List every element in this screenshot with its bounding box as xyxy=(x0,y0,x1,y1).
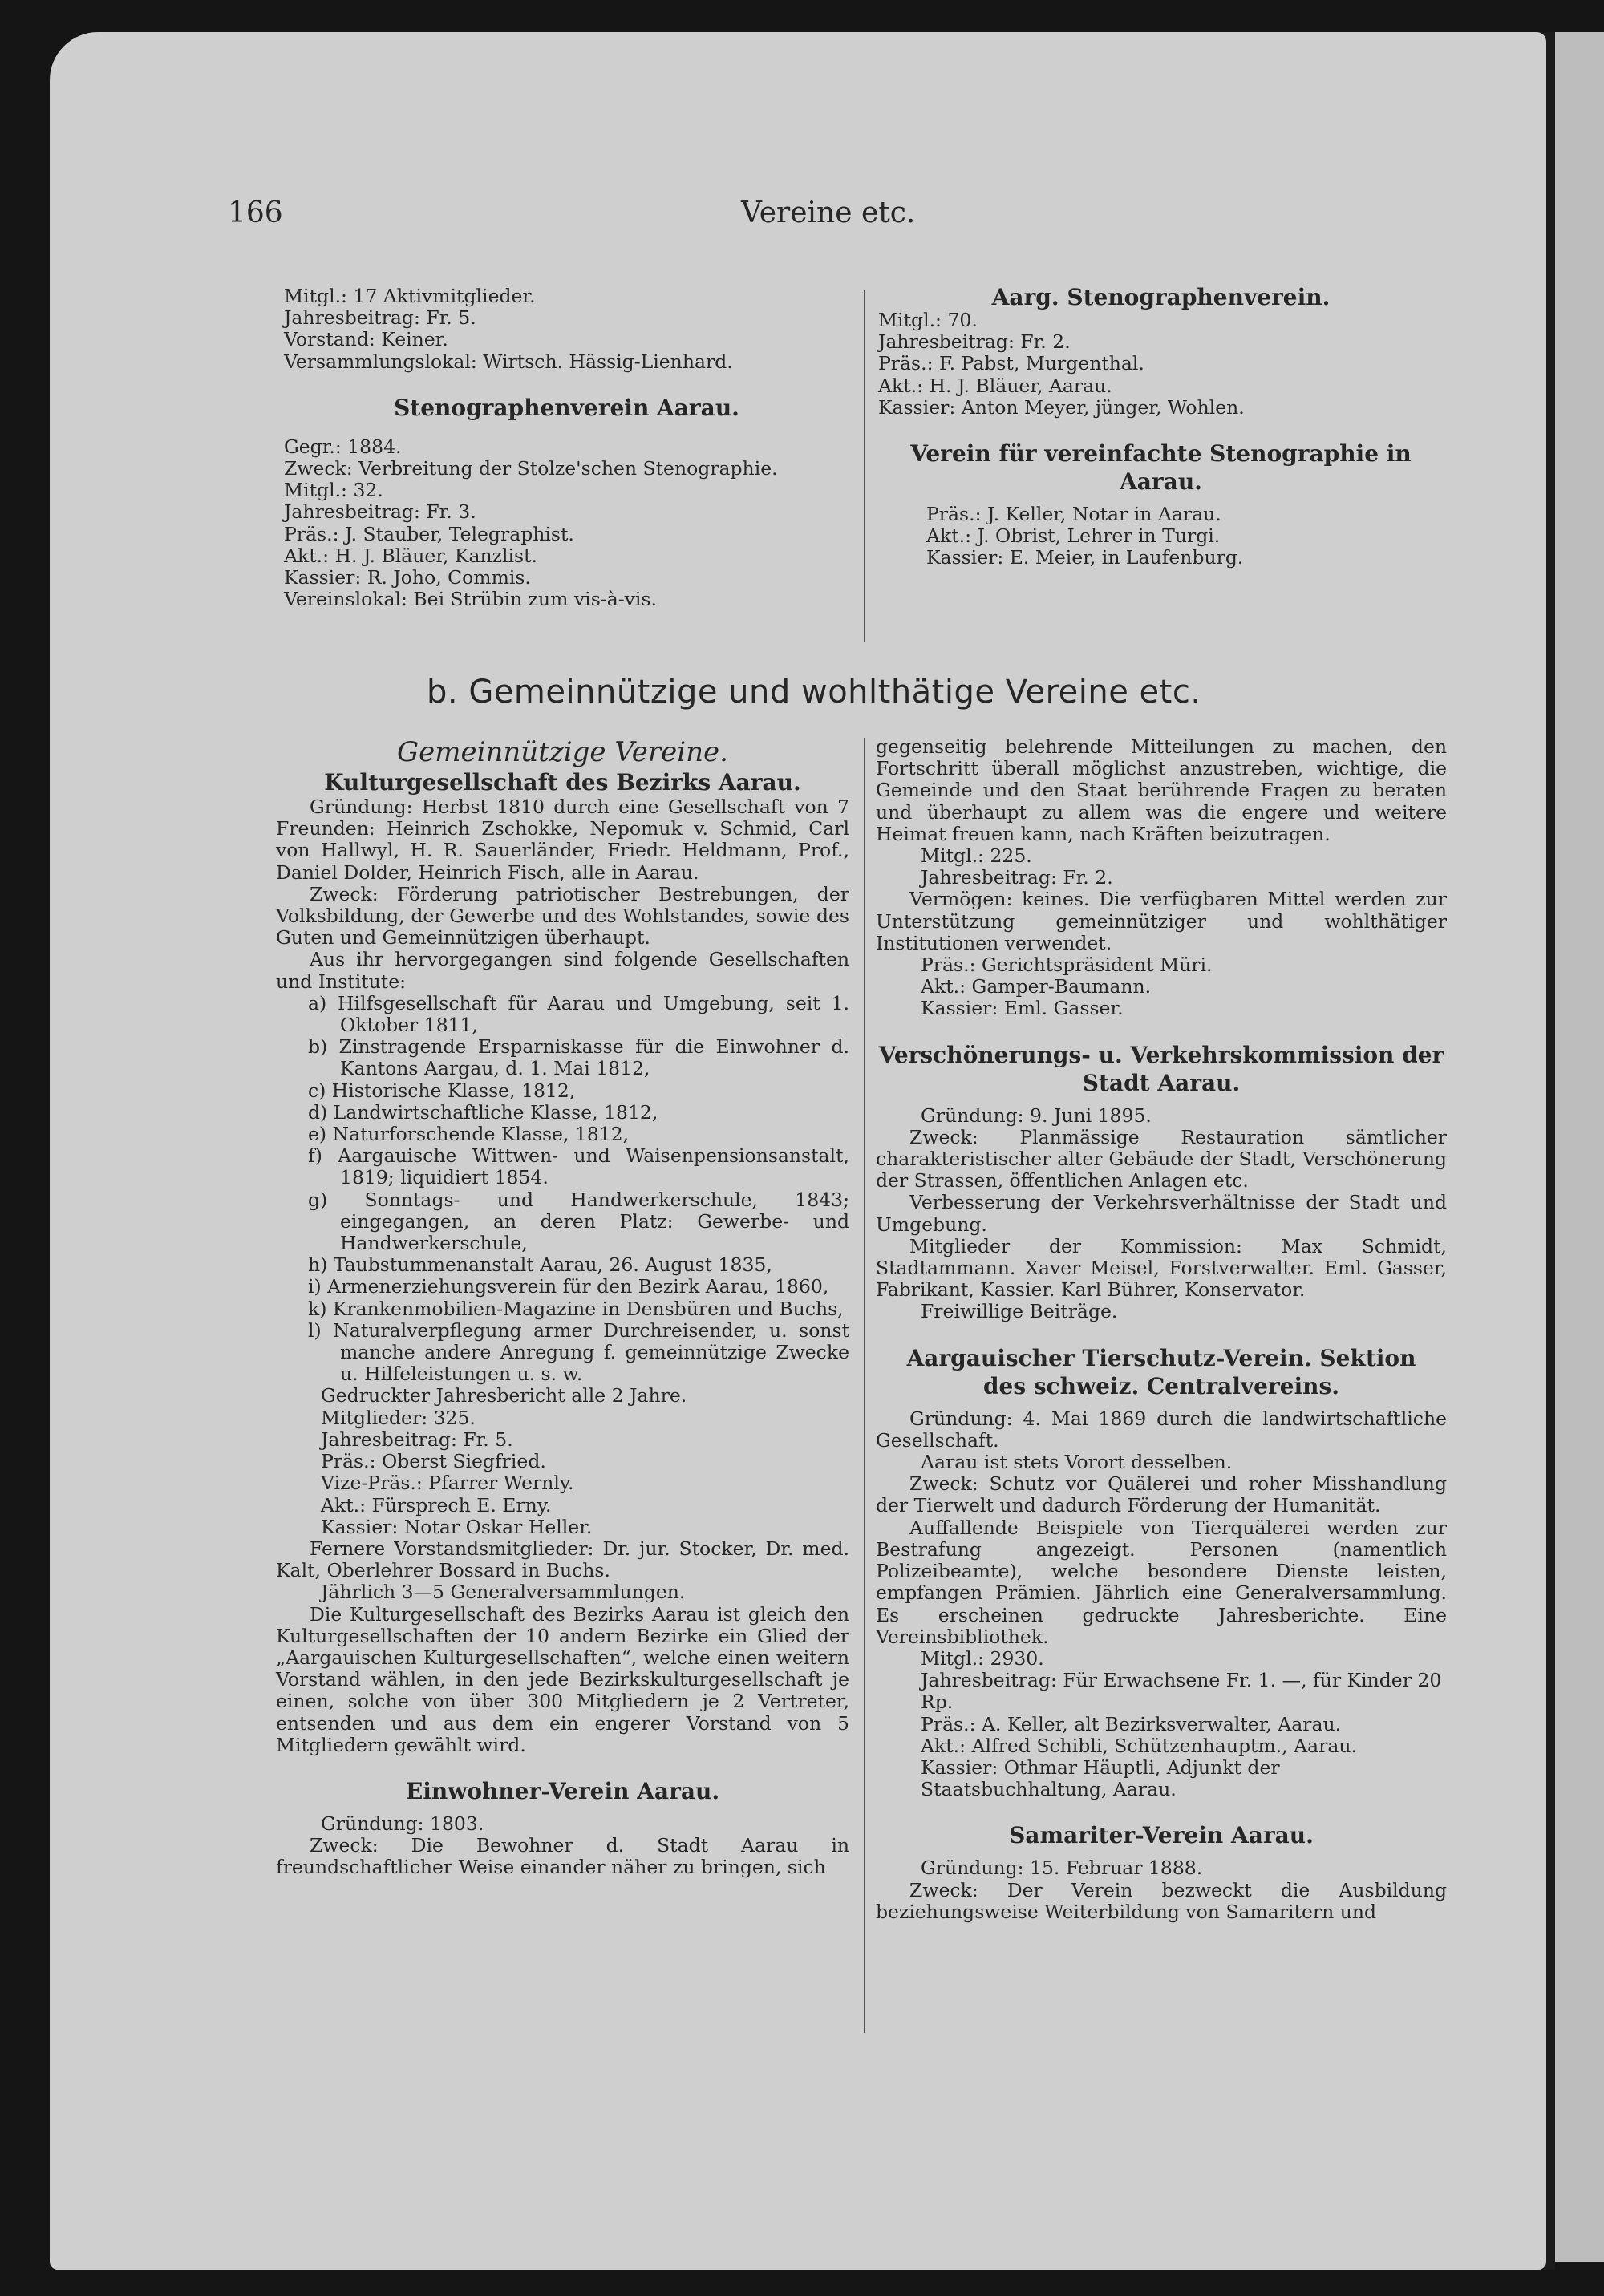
entry-line: Präs.: J. Stauber, Telegraphist. xyxy=(284,522,574,545)
entry-line: Kassier: Notar Oskar Heller. xyxy=(321,1515,593,1538)
column-rule-main xyxy=(864,738,865,2033)
entry-line: Jährlich 3—5 Generalversammlungen. xyxy=(321,1581,686,1604)
entry-line: Jahresbeitrag: Fr. 5. xyxy=(284,306,476,330)
entry-line: Präs.: Gerichtspräsident Müri. xyxy=(921,954,1213,977)
main-left-column xyxy=(276,736,849,1879)
entry-line: Gegr.: 1884. xyxy=(284,435,402,458)
entry-line: Zweck: Verbreitung der Stolze'schen Stenographie. xyxy=(284,457,778,480)
paragraph: Zweck: Die Bewohner d. Stadt Aarau in freundschaftlicher Weise einander näher zu bringen, sich xyxy=(276,1834,849,1879)
heading-verein-vereinfachte-stenographie: Verein für vereinfachte Stenographie in Aarau. xyxy=(910,440,1412,496)
page-header xyxy=(50,196,1546,229)
entry-line: Mitgl.: 225. xyxy=(921,844,1032,868)
top-left-column xyxy=(284,285,849,610)
entry-line: Aarau ist stets Vorort desselben. xyxy=(921,1451,1233,1474)
list-item: i) Armenerziehungsverein für den Bezirk Aarau, 1860, xyxy=(308,1275,829,1298)
paragraph: Zweck: Förderung patriotischer Bestrebungen, der Volksbildung, der Gewerbe und des Wohlstandes, sowie des Guten und Gemeinnützigen überhaupt. xyxy=(276,882,849,950)
heading-samariter-verein: Samariter-Verein Aarau. xyxy=(1009,1822,1314,1849)
entry-line: Kassier: Eml. Gasser. xyxy=(921,997,1124,1020)
paragraph: Gründung: 4. Mai 1869 durch die landwirtschaftliche Gesellschaft. xyxy=(876,1407,1447,1452)
entry-line: Akt.: Alfred Schibli, Schützenhauptm., Aarau. xyxy=(921,1734,1357,1757)
entry-line: Akt.: J. Obrist, Lehrer in Turgi. xyxy=(926,524,1221,548)
column-rule-top xyxy=(864,290,865,642)
entry-line: Vize-Präs.: Pfarrer Wernly. xyxy=(321,1472,574,1495)
book-page xyxy=(50,32,1546,2270)
next-page-edge xyxy=(1552,32,1604,2262)
entry-line: Gründung: 9. Juni 1895. xyxy=(921,1103,1152,1127)
entry-line: Mitgl.: 32. xyxy=(284,479,383,502)
entry-line: Kassier: Othmar Häuptli, Adjunkt der Staatsbuchhaltung, Aarau. xyxy=(921,1755,1280,1801)
list-item: e) Naturforschende Klasse, 1812, xyxy=(308,1123,630,1146)
entry-line: Versammlungslokal: Wirtsch. Hässig-Lienhard. xyxy=(284,350,733,373)
list-item: a) Hilfsgesellschaft für Aarau und Umgebung, seit 1. Oktober 1811, xyxy=(308,991,849,1037)
entry-line: Gründung: 1803. xyxy=(321,1812,484,1835)
entry-line: Akt.: H. J. Bläuer, Kanzlist. xyxy=(284,544,537,567)
paragraph: Auffallende Beispiele von Tierquälerei werden zur Bestrafung angezeigt. Personen (namentlich Polizeibeamte), welche besondere Dienste leisten, empfangen Prämien. Jährlich eine Generalversammlung. Es erscheinen gedruckte Jahresberichte. Eine Vereinsbibliothek. xyxy=(876,1516,1447,1648)
entry-line: Akt.: Gamper-Baumann. xyxy=(921,975,1152,998)
running-title: Vereine etc. xyxy=(741,196,916,229)
paragraph: Fernere Vorstandsmitglieder: Dr. jur. Stocker, Dr. med. Kalt, Oberlehrer Bossard in Buchs. xyxy=(276,1537,849,1582)
entry-line: Gedruckter Jahresbericht alle 2 Jahre. xyxy=(321,1384,687,1407)
list-item: l) Naturalverpflegung armer Durchreisender, u. sonst manche andere Anregung f. gemeinnützige Zwecke u. Hilfeleistungen u. s. w. xyxy=(308,1318,849,1386)
entry-line: Kassier: R. Joho, Commis. xyxy=(284,566,531,589)
entry-line: Präs.: J. Keller, Notar in Aarau. xyxy=(926,503,1221,526)
paragraph: Vermögen: keines. Die verfügbaren Mittel werden zur Unterstützung gemeinnütziger und wohlthätiger Institutionen verwendet. xyxy=(876,888,1447,954)
paragraph: Gründung: Herbst 1810 durch eine Gesellschaft von 7 Freunden: Heinrich Zschokke, Nepomuk v. Schmid, Carl von Hallwyl, H. R. Sauerländer, Friedr. Heldmann, Prof., Daniel Dolder, Heinrich Fisch, alle in Aarau. xyxy=(276,796,849,884)
entry-line: Mitgl.: 17 Aktivmitglieder. xyxy=(284,285,536,307)
list-item: k) Krankenmobilien-Magazine in Densbüren und Buchs, xyxy=(308,1297,844,1320)
paragraph: Verbesserung der Verkehrsverhältnisse der Stadt und Umgebung. xyxy=(876,1191,1447,1236)
paragraph: Aus ihr hervorgegangen sind folgende Gesellschaften und Institute: xyxy=(276,948,849,993)
paragraph: Zweck: Schutz vor Quälerei und roher Misshandlung der Tierwelt und dadurch Förderung der Humanität. xyxy=(876,1472,1447,1517)
entry-line: Jahresbeitrag: Für Erwachsene Fr. 1. —, für Kinder 20 Rp. xyxy=(921,1669,1442,1714)
subsection-title: Gemeinnützige Vereine. xyxy=(397,736,728,768)
entry-line: Präs.: A. Keller, alt Bezirksverwalter, Aarau. xyxy=(921,1712,1342,1735)
paragraph: Mitglieder der Kommission: Max Schmidt, Stadtammann. Xaver Meisel, Forstverwalter. Eml. Gasser, Fabrikant, Kassier. Karl Bührer, Konservator. xyxy=(876,1234,1447,1302)
section-heading: b. Gemeinnützige und wohlthätige Vereine etc. xyxy=(427,674,1201,711)
entry-line: Jahresbeitrag: Fr. 2. xyxy=(921,866,1113,889)
list-item: g) Sonntags- und Handwerkerschule, 1843; eingegangen, an deren Platz: Gewerbe- und Handwerkerschule, xyxy=(308,1188,849,1255)
main-right-column xyxy=(876,736,1447,1923)
entry-line: Akt.: Fürsprech E. Erny. xyxy=(321,1493,552,1516)
heading-tierschutz-verein: Aargauischer Tierschutz-Verein. Sektion des schweiz. Centralvereins. xyxy=(906,1344,1416,1399)
paragraph: gegenseitig belehrende Mitteilungen zu machen, den Fortschritt überall möglichst anzustreben, wichtige, die Gemeinde und den Staat berührende Fragen zu beraten und überhaupt zu allem was die engere und weitere Heimat freuen kann, nach Kräften beizutragen. xyxy=(876,735,1447,845)
entry-line: Freiwillige Beiträge. xyxy=(921,1300,1118,1323)
entry-line: Vorstand: Keiner. xyxy=(284,328,448,351)
entry-line: Präs.: F. Pabst, Murgenthal. xyxy=(878,352,1144,375)
entry-line: Mitgl.: 2930. xyxy=(921,1646,1044,1670)
entry-line: Mitglieder: 325. xyxy=(321,1406,476,1429)
paragraph: Zweck: Der Verein bezweckt die Ausbildung beziehungsweise Weiterbildung von Samaritern und xyxy=(876,1878,1447,1923)
list-item: c) Historische Klasse, 1812, xyxy=(308,1079,576,1102)
entry-line: Jahresbeitrag: Fr. 5. xyxy=(321,1427,513,1451)
heading-aarg-stenographenverein: Aarg. Stenographenverein. xyxy=(991,284,1331,310)
list-item: f) Aargauische Wittwen- und Waisenpensionsanstalt, 1819; liquidiert 1854. xyxy=(308,1144,849,1189)
heading-kulturgesellschaft: Kulturgesellschaft des Bezirks Aarau. xyxy=(324,769,801,796)
entry-line: Gründung: 15. Februar 1888. xyxy=(921,1857,1203,1880)
heading-verschoenerungskommission: Verschönerungs- u. Verkehrskommission der Stadt Aarau. xyxy=(878,1041,1444,1096)
top-right-column xyxy=(878,285,1444,569)
entry-line: Mitgl.: 70. xyxy=(878,309,978,331)
entry-line: Vereinslokal: Bei Strübin zum vis-à-vis. xyxy=(284,588,657,611)
entry-line: Kassier: E. Meier, in Laufenburg. xyxy=(926,546,1244,569)
heading-stenographenverein-aarau: Stenographenverein Aarau. xyxy=(394,394,739,421)
entry-line: Präs.: Oberst Siegfried. xyxy=(321,1450,546,1473)
list-item: d) Landwirtschaftliche Klasse, 1812, xyxy=(308,1100,658,1124)
entry-line: Kassier: Anton Meyer, jünger, Wohlen. xyxy=(878,395,1245,419)
paragraph: Zweck: Planmässige Restauration sämtlicher charakteristischer alter Gebäude der Stadt, Verschönerung der Strassen, öffentlichen Anlagen etc. xyxy=(876,1125,1447,1193)
list-item: b) Zinstragende Ersparniskasse für die Einwohner d. Kantons Aargau, d. 1. Mai 1812, xyxy=(308,1035,849,1080)
page-number: 166 xyxy=(228,196,283,229)
entry-line: Jahresbeitrag: Fr. 3. xyxy=(284,500,476,524)
paragraph: Die Kulturgesellschaft des Bezirks Aarau ist gleich den Kulturgesellschaften der 10 andern Bezirke ein Glied der „Aargauischen Kulturgesellschaften“, welche einen weitern Vorstand wählen, in den jede Bezirkskulturgesellschaft je einen, solche von über 300 Mitgliedern je 2 Vertreter, entsenden und aus dem ein engerer Vorstand von 5 Mitgliedern gewählt wird. xyxy=(276,1602,849,1756)
entry-line: Jahresbeitrag: Fr. 2. xyxy=(878,330,1071,354)
entry-line: Akt.: H. J. Bläuer, Aarau. xyxy=(878,374,1112,397)
heading-einwohner-verein: Einwohner-Verein Aarau. xyxy=(405,1777,720,1804)
list-item: h) Taubstummenanstalt Aarau, 26. August 1835, xyxy=(308,1253,772,1277)
